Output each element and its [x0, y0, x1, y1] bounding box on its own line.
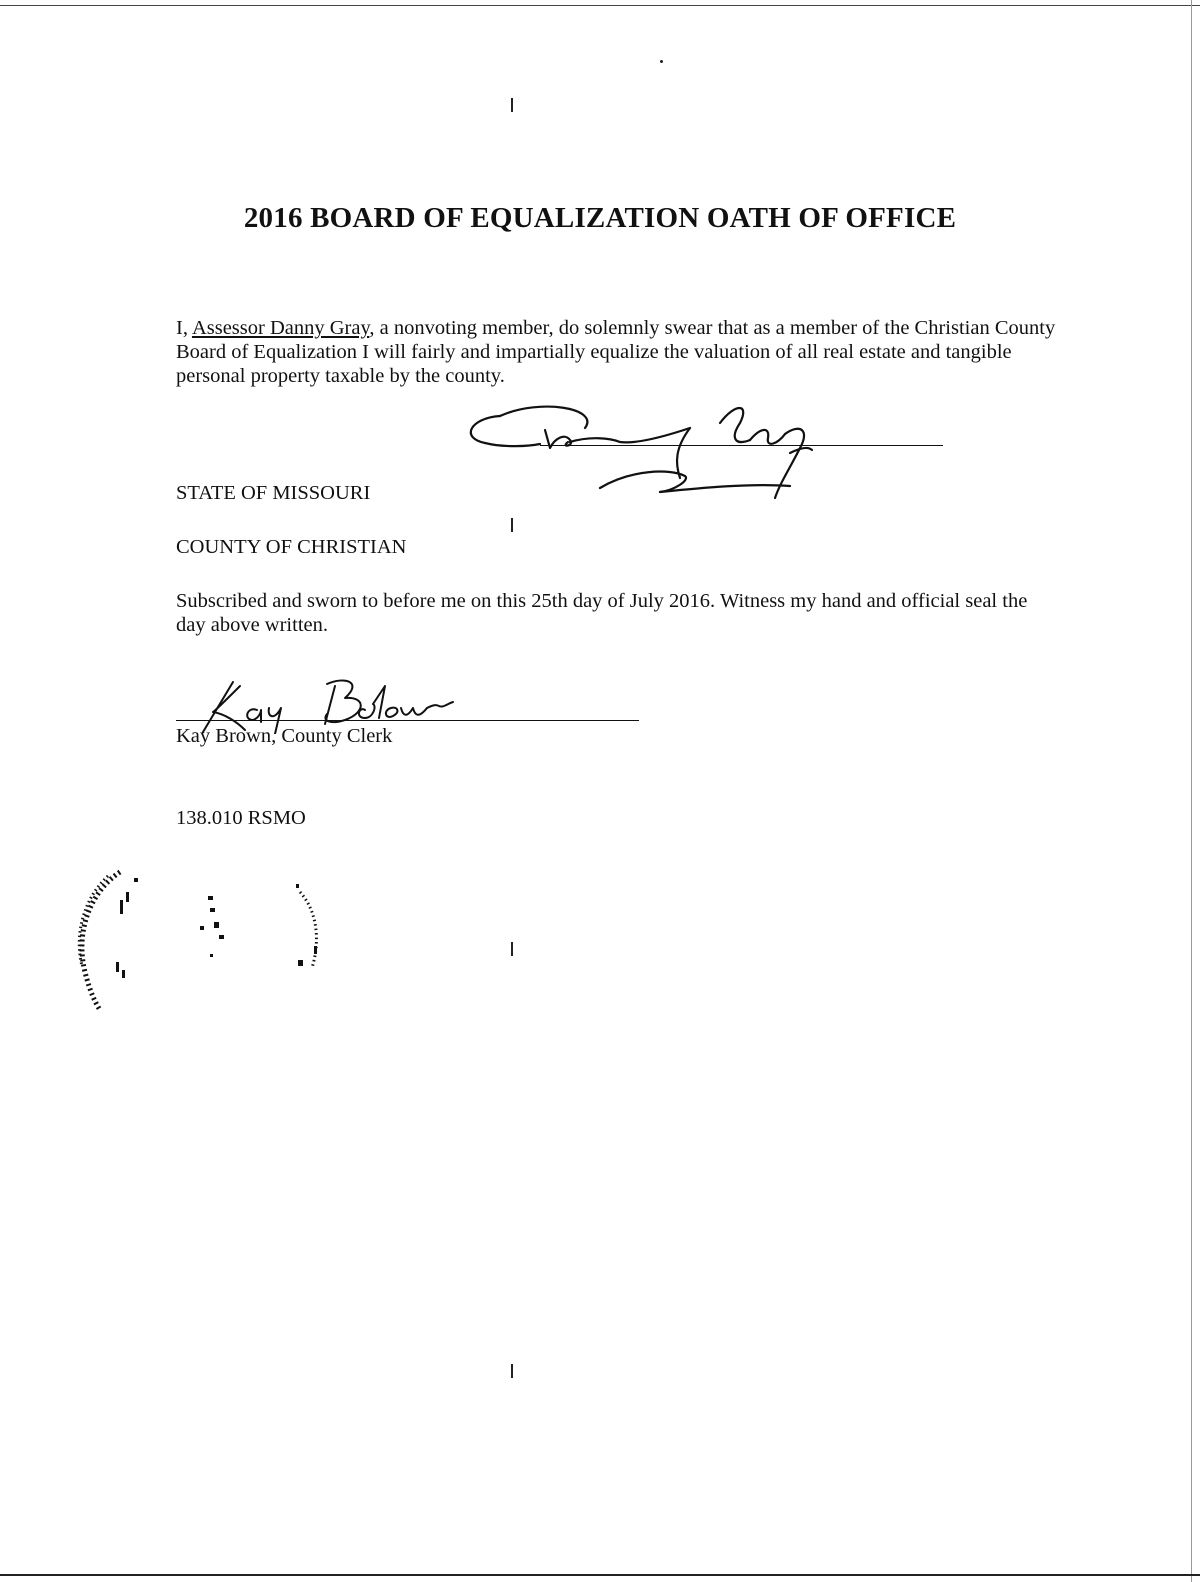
scan-border-top — [0, 5, 1200, 6]
clerk-signatory: Kay Brown, County Clerk — [176, 725, 393, 747]
punch-mark — [511, 98, 513, 112]
punch-mark — [511, 518, 513, 532]
scan-border-bottom — [0, 1574, 1200, 1576]
punch-mark — [511, 942, 513, 956]
scan-border-right — [1191, 0, 1192, 1582]
clerk-signature-line — [176, 720, 639, 721]
state-label: STATE OF MISSOURI — [176, 482, 371, 504]
punch-mark — [511, 1364, 513, 1378]
oath-paragraph — [176, 316, 1056, 388]
statute-reference: 138.010 RSMO — [176, 807, 306, 829]
oath-member-name: Assessor Danny Gray — [191, 317, 370, 339]
oath-text: , a nonvoting member, do solemnly swear that as a member of the Christian County Board of Equalization I will fairly and impartially equalize the valuation of all real estate and tangible personal property taxable by the county. — [176, 317, 1056, 387]
sworn-statement: Subscribed and sworn to before me on this 25th day of July 2016. Witness my hand and official seal the day above written. — [176, 590, 1028, 636]
document-title: 2016 BOARD OF EQUALIZATION OATH OF OFFICE — [243, 202, 957, 234]
oath-prefix: I, — [176, 317, 192, 339]
county-label: COUNTY OF CHRISTIAN — [176, 536, 407, 558]
scan-speck — [660, 60, 663, 63]
embossed-seal-icon — [60, 862, 350, 1022]
